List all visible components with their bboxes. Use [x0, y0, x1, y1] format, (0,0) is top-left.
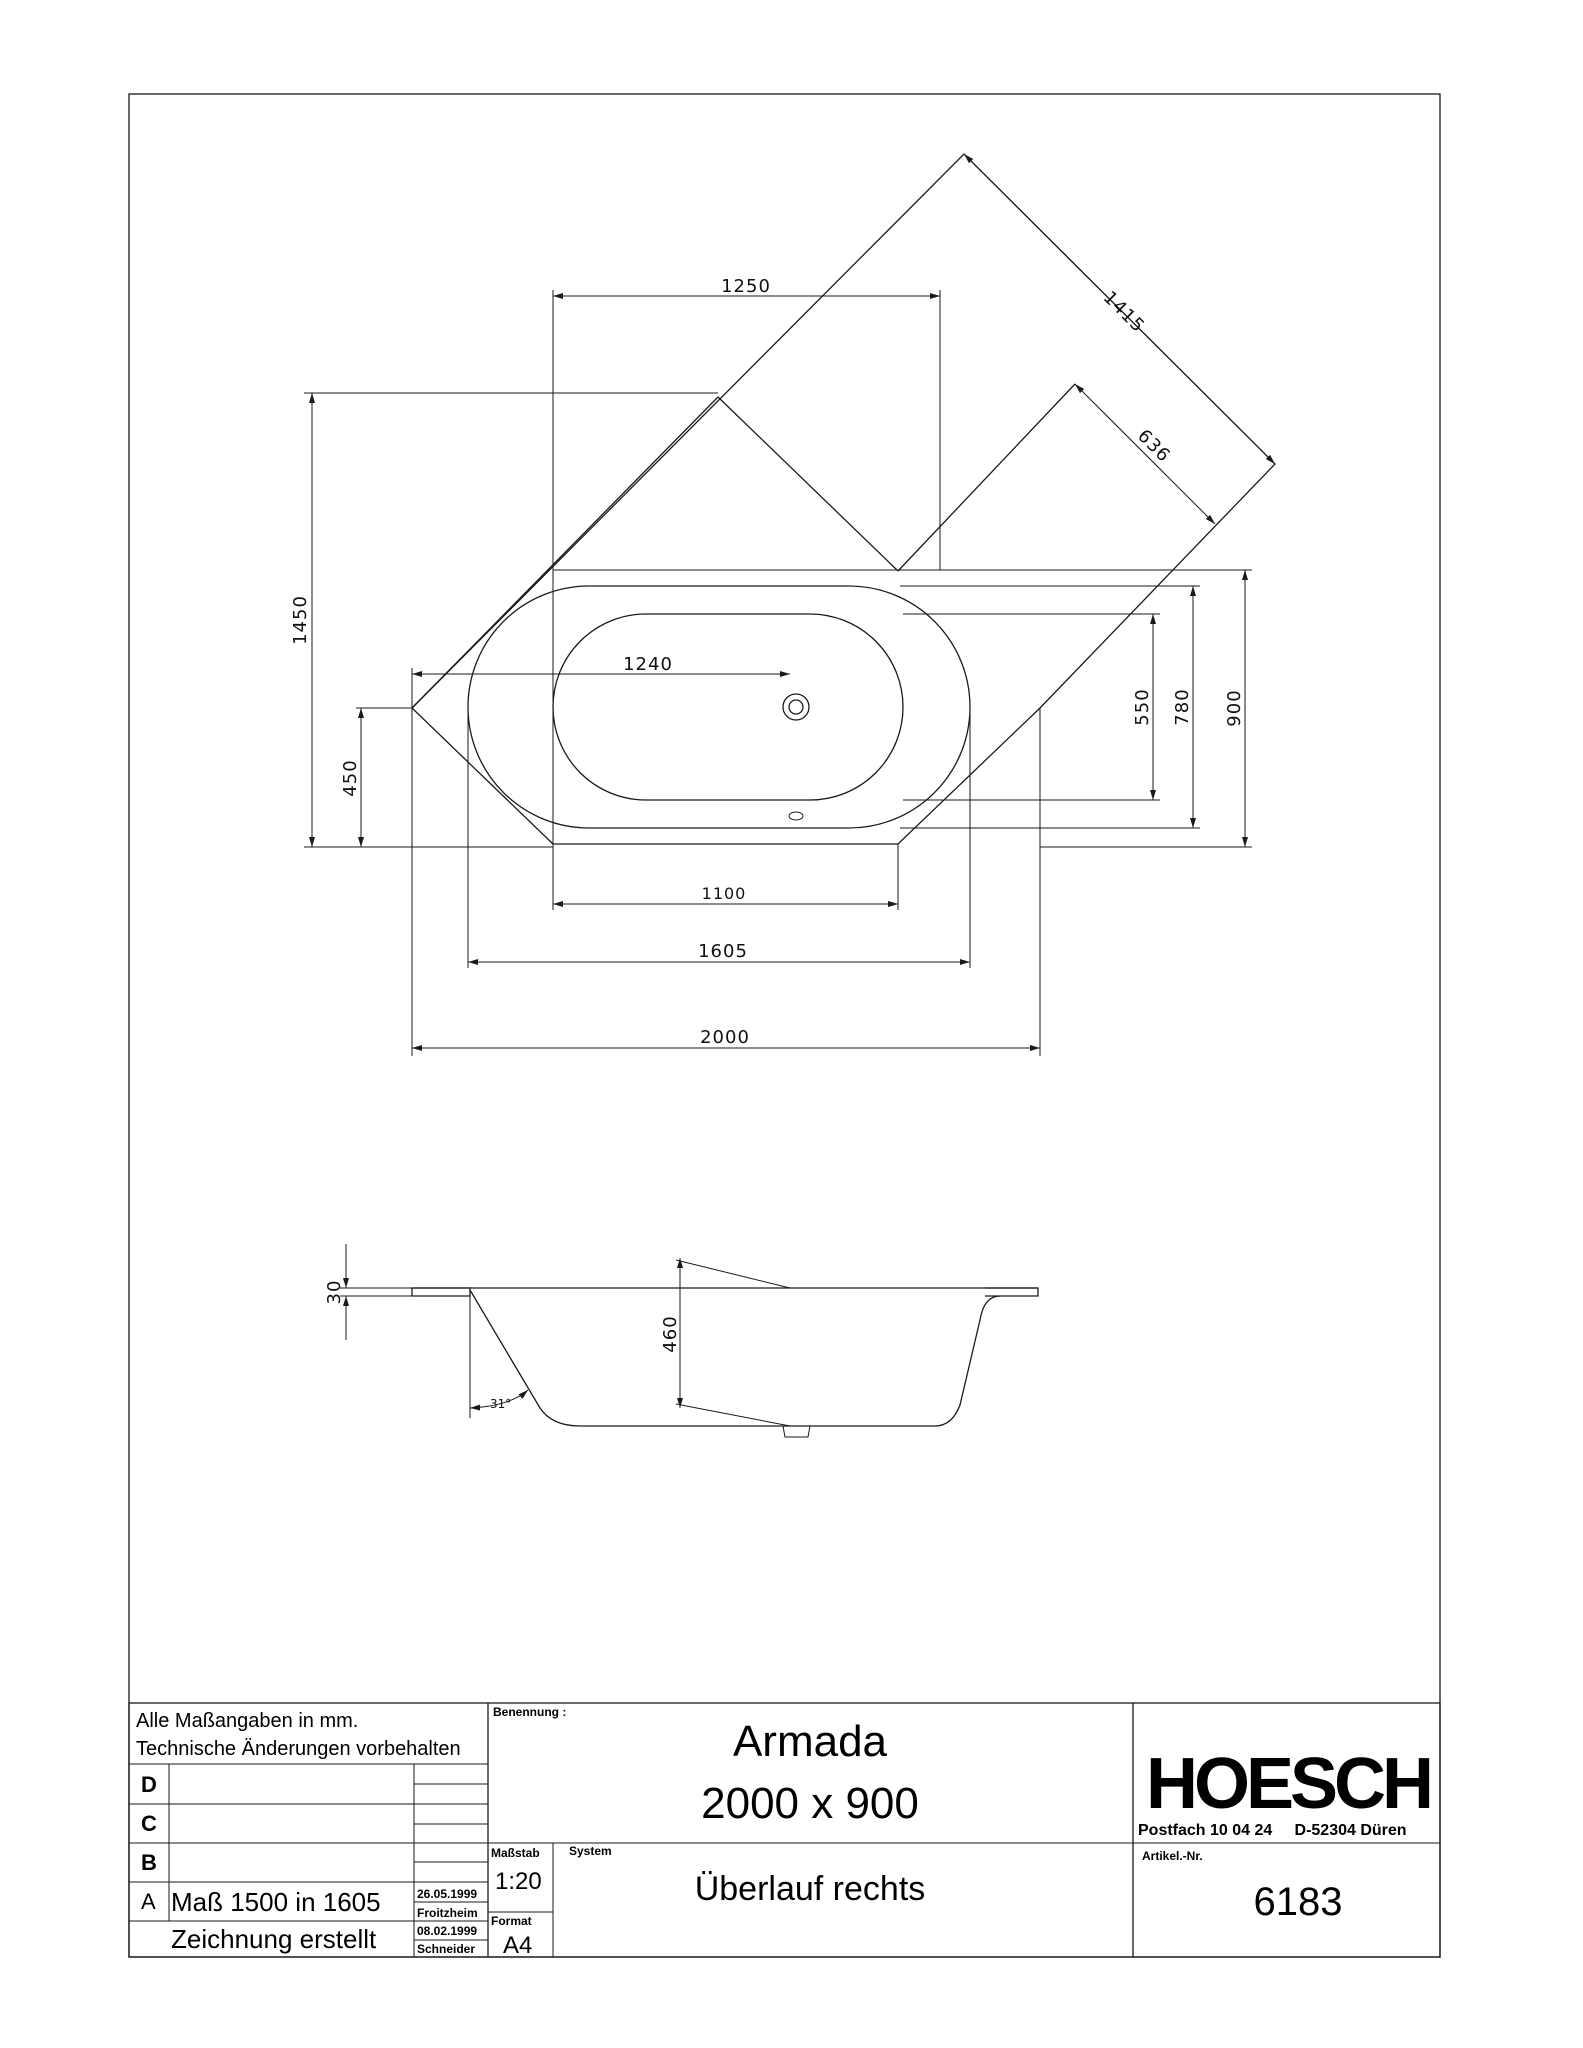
dim-780: 780	[1172, 688, 1193, 726]
rev-b-letter: B	[141, 1850, 157, 1875]
format-value: A4	[503, 1932, 533, 1959]
format-label: Format	[491, 1914, 532, 1928]
side-view	[324, 1244, 1038, 1437]
artikel-value: 6183	[1253, 1880, 1343, 1924]
tub-profile	[470, 1290, 1000, 1426]
note-changes: Technische Änderungen vorbehalten	[136, 1738, 461, 1760]
created-name: Schneider	[417, 1942, 476, 1956]
dim-900: 900	[1224, 689, 1245, 727]
dim-1250: 1250	[721, 276, 771, 297]
dim-1605: 1605	[698, 941, 748, 962]
overflow	[789, 812, 803, 820]
dim-450: 450	[340, 759, 361, 797]
drain-inner	[789, 700, 803, 714]
tub-outer-oval	[468, 586, 970, 828]
benennung-label: Benennung :	[493, 1705, 567, 1719]
dim-550: 550	[1132, 688, 1153, 726]
system-label: System	[569, 1844, 612, 1858]
created-text: Zeichnung erstellt	[171, 1924, 377, 1954]
artikel-label: Artikel.-Nr.	[1142, 1849, 1203, 1863]
title-block	[129, 1703, 1440, 1959]
product-size: 2000 x 900	[701, 1779, 919, 1828]
dim-460: 460	[660, 1315, 681, 1353]
system-value: Überlauf rechts	[694, 1870, 926, 1908]
dim-1100: 1100	[701, 884, 747, 903]
dim-1450: 1450	[290, 595, 311, 645]
tub-inner-oval	[553, 614, 903, 800]
massstab-label: Maßstab	[491, 1846, 540, 1860]
dim-angle: 31°	[490, 1397, 512, 1411]
brand-address: Postfach 10 04 24 D-52304 Düren	[1138, 1822, 1407, 1839]
rev-a-letter: A	[141, 1889, 156, 1914]
product-name: Armada	[732, 1717, 888, 1766]
brand-logo: HOESCH	[1145, 1744, 1431, 1824]
rev-a-text: Maß 1500 in 1605	[171, 1887, 381, 1917]
note-units: Alle Maßangaben in mm.	[136, 1710, 359, 1732]
tub-outline-top	[412, 154, 1275, 844]
dim-1415: 1415	[1098, 287, 1149, 338]
dim-2000: 2000	[700, 1027, 750, 1048]
rev-a-date: 26.05.1999	[417, 1887, 478, 1901]
drawing-frame	[129, 94, 1440, 1957]
dim-1240: 1240	[623, 654, 673, 675]
rev-a-name: Froitzheim	[417, 1906, 478, 1920]
dim-30: 30	[324, 1279, 345, 1305]
rev-c-letter: C	[141, 1811, 157, 1836]
created-date: 08.02.1999	[417, 1924, 478, 1938]
massstab-value: 1:20	[495, 1868, 542, 1895]
top-view	[290, 154, 1275, 1056]
rev-d-letter: D	[141, 1772, 157, 1797]
dim-636: 636	[1133, 425, 1175, 467]
drain-outer	[783, 694, 809, 720]
